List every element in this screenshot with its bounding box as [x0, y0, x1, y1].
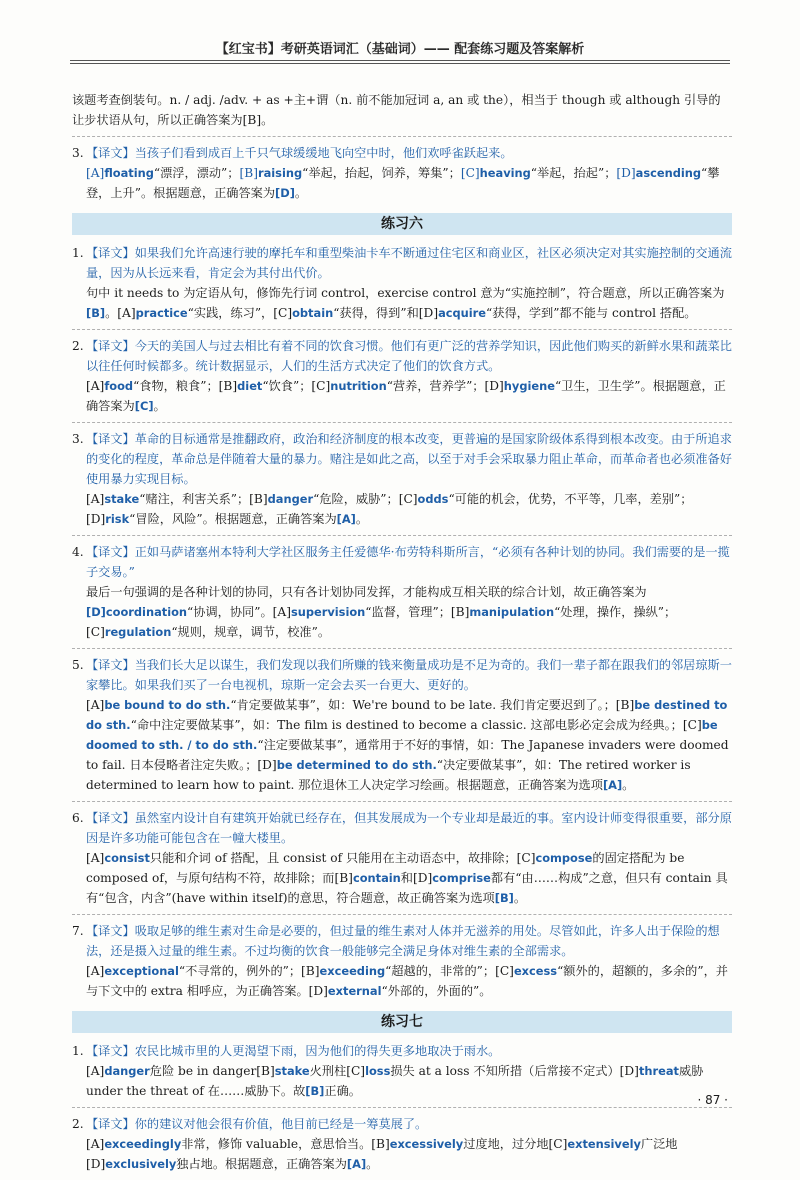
option-a-word: floating	[104, 166, 154, 180]
page-number: · 87 ·	[697, 1093, 728, 1107]
option-word: be bound to do sth.	[104, 698, 231, 712]
translation: 【译文】农民比城市里的人更渴望下雨，因为他们的得失更多地取决于雨水。	[86, 1044, 501, 1058]
option-c-word: heaving	[479, 166, 531, 180]
option-desc: “肯定要做某事”，如：We're bound to be late. 我们肯定要迟到了。；[B]	[230, 698, 635, 712]
option-word: exclusively	[105, 1157, 177, 1171]
option-word: compose	[535, 851, 593, 865]
answer: [C]	[134, 399, 154, 413]
translation: 【译文】当我们长大足以谋生，我们发现以我们所赚的钱来衡量成功是不足为奇的。我们一辈子都在跟我们的邻居琼斯一家攀比。如果我们买了一台电视机，琼斯一定会去买一台更大、更好的。	[86, 658, 732, 692]
translation: 【译文】吸取足够的维生素对生命是必要的，但过量的维生素对人体并无滋养的用处。尽管如此，许多人出于保险的想法，还是摄入过量的维生素。不过均衡的饮食一般能够完全满足身体对维生素的全部需求。	[86, 924, 720, 958]
divider	[72, 648, 732, 649]
question-number: 5.	[72, 658, 84, 672]
option-word: regulation	[104, 625, 172, 639]
option-word: diet	[237, 379, 263, 393]
option-desc: 危险 be in danger[B]	[149, 1064, 275, 1078]
translation: 【译文】革命的目标通常是推翻政府，政治和经济制度的根本改变，更普遍的是国家阶级体系得到根本改变。由于所追求的变化的程度，革命总是伴随着大量的暴力。赌注是如此之高，以至于对手会采取暴力阻止革命，而革命者也必须准备好使用暴力实现目标。	[86, 432, 732, 486]
divider	[72, 535, 732, 536]
answer: [B]	[494, 891, 514, 905]
option-desc: “注定要做某事”，通常用于不好的事情，如：The Japanese invaders were doomed to fail. 日本侵略者注定失败。；[D]	[86, 738, 729, 772]
option-word: stake	[104, 492, 140, 506]
end-punct: 。	[355, 512, 369, 526]
end-punct: 正确。	[324, 1084, 361, 1098]
option-desc: “处理，操作，操纵”；[C]	[86, 605, 677, 639]
option-desc: “赌注，利害关系”；[B]	[139, 492, 268, 506]
option-desc: “获得，学到”都不能与 control 搭配。	[486, 306, 697, 320]
header-rule-top	[70, 60, 730, 61]
option-desc: 和[D]	[400, 871, 433, 885]
option-d-letter: [D]	[616, 166, 636, 180]
option-word: danger	[104, 1064, 150, 1078]
divider	[72, 329, 732, 330]
option-a-letter: [A]	[86, 166, 105, 180]
option-c-letter: [C]	[460, 166, 480, 180]
option-letter: [A]	[86, 1064, 105, 1078]
translation: 【译文】当孩子们看到成百上千只气球缓缓地飞向空中时，他们欢呼雀跃起来。	[86, 146, 513, 160]
option-word: food	[104, 379, 134, 393]
option-desc: 只能和介词 of 搭配，且 consist of 只能用在主动语态中，故排除；[C]	[149, 851, 536, 865]
divider	[72, 914, 732, 915]
option-letter: [A]	[86, 964, 105, 978]
option-letter: [A]	[86, 698, 105, 712]
option-word: be doomed to sth. / to do sth.	[86, 718, 718, 752]
page-content	[72, 90, 732, 1180]
answer: [A]	[602, 778, 623, 792]
option-desc: “监督，管理”；[B]	[365, 605, 470, 619]
translation: 【译文】虽然室内设计自有建筑开始就已经存在，但其发展成为一个专业却是最近的事。室内设计师变得很重要，部分原因是许多功能可能包含在一幢大楼里。	[86, 811, 732, 845]
option-desc: “超越的，非常的”；[C]	[385, 964, 514, 978]
option-desc: “额外的，超额的，多余的”，并与下文中的 extra 相呼应，为正确答案。[D]	[86, 964, 728, 998]
option-desc: 独占地。根据题意，正确答案为	[176, 1157, 347, 1171]
option-desc: “获得，得到”和[D]	[333, 306, 439, 320]
translation: 【译文】你的建议对他会很有价值，他目前已经是一筹莫展了。	[86, 1117, 428, 1131]
question-3-prev	[72, 143, 732, 203]
option-word: odds	[417, 492, 449, 506]
section-title-6: 练习六	[72, 213, 732, 235]
answer: [B]	[86, 306, 106, 320]
end-punct: 。	[153, 399, 166, 413]
option-desc: 威胁 under the threat of 在……威胁下。故	[86, 1064, 704, 1098]
divider	[72, 1107, 732, 1108]
option-word: contain	[352, 871, 401, 885]
divider	[72, 801, 732, 802]
end-punct: 。	[513, 891, 527, 905]
option-word: obtain	[292, 306, 334, 320]
option-word: comprise	[432, 871, 491, 885]
option-desc: “外部的，外面的”。	[381, 984, 492, 998]
header-rule-bottom	[70, 63, 730, 64]
option-desc: 火刑柱[C]	[309, 1064, 366, 1078]
question-number: 1.	[72, 1044, 84, 1058]
end-punct: 。	[294, 186, 308, 200]
option-desc: “卫生，卫生学”。根据题意，正确答案为	[86, 379, 726, 413]
question-number: 6.	[72, 811, 84, 825]
option-word: threat	[638, 1064, 679, 1078]
s6-question-4	[72, 542, 732, 642]
question-number: 4.	[72, 545, 84, 559]
option-desc: 损失 at a loss 不知所措（后常接不定式）[D]	[390, 1064, 639, 1078]
s6-question-7	[72, 921, 732, 1001]
option-word: acquire	[438, 306, 487, 320]
option-desc: “食物，粮食”；[B]	[133, 379, 238, 393]
s6-question-2	[72, 336, 732, 416]
option-c-desc: “举起，抬起”；	[530, 166, 617, 180]
s6-question-1	[72, 243, 732, 323]
option-letter: [A]	[86, 379, 105, 393]
option-b-word: raising	[257, 166, 303, 180]
option-word: coordination	[105, 605, 188, 619]
end-punct: 。	[366, 1157, 379, 1171]
option-desc: 过度地，过分地[C]	[463, 1137, 568, 1151]
option-letter: [A]	[86, 1137, 105, 1151]
option-word: be destined to do sth.	[86, 698, 728, 732]
option-letter: [A]	[86, 492, 105, 506]
option-desc: “危险，威胁”；[C]	[313, 492, 418, 506]
option-word: exceptional	[104, 964, 179, 978]
s6-question-3	[72, 429, 732, 529]
answer: [D]	[86, 605, 106, 619]
option-desc: “实践，练习”，[C]	[187, 306, 293, 320]
option-word: exceedingly	[104, 1137, 182, 1151]
option-word: supervision	[290, 605, 366, 619]
s6-question-5	[72, 655, 732, 795]
option-desc: “冒险，风险”。根据题意，正确答案为	[129, 512, 337, 526]
section-title-7: 练习七	[72, 1011, 732, 1033]
divider	[72, 422, 732, 423]
question-number: 3.	[72, 432, 84, 446]
option-d-word: ascending	[635, 166, 702, 180]
divider	[72, 136, 732, 137]
option-letter: [A]	[86, 851, 105, 865]
answer: [B]	[305, 1084, 325, 1098]
s7-question-2	[72, 1114, 732, 1174]
translation: 【译文】今天的美国人与过去相比有着不同的饮食习惯。他们有更广泛的营养学知识，因此他们购买的新鲜水果和蔬菜比以往任何时候都多。统计数据显示，人们的生活方式决定了他们的饮食方式。	[86, 339, 732, 373]
option-word: hygiene	[503, 379, 555, 393]
option-d-desc: “攀登，上升”。根据题意，正确答案为	[86, 166, 720, 200]
answer: [D]	[275, 186, 295, 200]
option-word: nutrition	[330, 379, 387, 393]
option-desc: “不寻常的，例外的”；[B]	[178, 964, 320, 978]
end-punct: 。	[622, 778, 635, 792]
explanation: 句中 it needs to 为定语从句，修饰先行词 control，exercise control 意为“实施控制”，符合题意，所以正确答案为	[86, 286, 725, 300]
option-word: be determined to do sth.	[276, 758, 437, 772]
option-word: risk	[105, 512, 130, 526]
option-word: practice	[135, 306, 188, 320]
question-number: 2.	[72, 1117, 84, 1131]
option-word: excessively	[389, 1137, 464, 1151]
option-b-desc: “举起，抬起，饲养，筹集”；	[302, 166, 461, 180]
answer: [A]	[336, 512, 356, 526]
explanation-b: 。[A]	[105, 306, 136, 320]
option-word: stake	[274, 1064, 310, 1078]
question-number: 7.	[72, 924, 84, 938]
question-number: 1.	[72, 246, 84, 260]
option-word: manipulation	[469, 605, 555, 619]
question-number: 2.	[72, 339, 84, 353]
translation: 【译文】正如马萨诸塞州本特利大学社区服务主任爱德华·布劳特科斯所言，“必须有各种计划的协同。我们需要的是一揽子交易。”	[86, 545, 730, 579]
option-desc: 广泛地[D]	[86, 1137, 678, 1171]
question-number: 3.	[72, 146, 84, 160]
running-header: 【红宝书】考研英语词汇（基础词）—— 配套练习题及答案解析	[215, 42, 585, 57]
option-desc: “营养，营养学”；[D]	[386, 379, 504, 393]
option-b-letter: [B]	[239, 166, 258, 180]
option-desc: “决定要做某事”，如：The retired worker is determined to learn how to paint. 那位退休工人决定学习绘画。根据题意，正确答案为选项	[86, 758, 691, 792]
option-word: danger	[267, 492, 314, 506]
option-desc: 非常，修饰 valuable，意思恰当。[B]	[181, 1137, 390, 1151]
option-desc: “饮食”；[C]	[262, 379, 331, 393]
option-word: consist	[104, 851, 150, 865]
option-desc: “规则，规章，调节，校准”。	[171, 625, 331, 639]
s6-question-6	[72, 808, 732, 908]
option-desc: “协调，协同”。[A]	[187, 605, 291, 619]
s7-question-1	[72, 1041, 732, 1101]
option-desc: “可能的机会，优势，不平等，几率，差别”；[D]	[86, 492, 693, 526]
option-word: excess	[513, 964, 558, 978]
option-word: loss	[365, 1064, 391, 1078]
option-desc: “命中注定要做某事”，如：The film is destined to become a classic. 这部电影必定会成为经典。；[C]	[130, 718, 702, 732]
option-desc: 都有“由……构成”之意，但只有 contain 具有“包含，内含”(have within itself)的意思，符合题意，故正确答案为选项	[86, 871, 728, 905]
answer: [A]	[346, 1157, 367, 1171]
option-word: extensively	[567, 1137, 641, 1151]
translation: 【译文】如果我们允许高速行驶的摩托车和重型柴油卡车不断通过住宅区和商业区，社区必须决定对其实施控制的交通流量，因为从长远来看，肯定会为其付出代价。	[86, 246, 732, 280]
option-word: external	[327, 984, 382, 998]
option-word: exceeding	[319, 964, 386, 978]
intro-paragraph: 该题考查倒装句。n. / adj. /adv. + as +主+谓（n. 前不能加冠词 a, an 或 the），相当于 though 或 although 引导的让步状语从句，所以正确答案为[B]。	[72, 93, 721, 127]
explanation: 最后一句强调的是各种计划的协同，只有各计划协同发挥，才能构成互相关联的综合计划，故正确答案为	[86, 585, 647, 599]
option-a-desc: “漂浮，漂动”；	[153, 166, 240, 180]
option-desc: 的固定搭配为 be composed of，与原句结构不符，故排除；而[B]	[86, 851, 685, 885]
